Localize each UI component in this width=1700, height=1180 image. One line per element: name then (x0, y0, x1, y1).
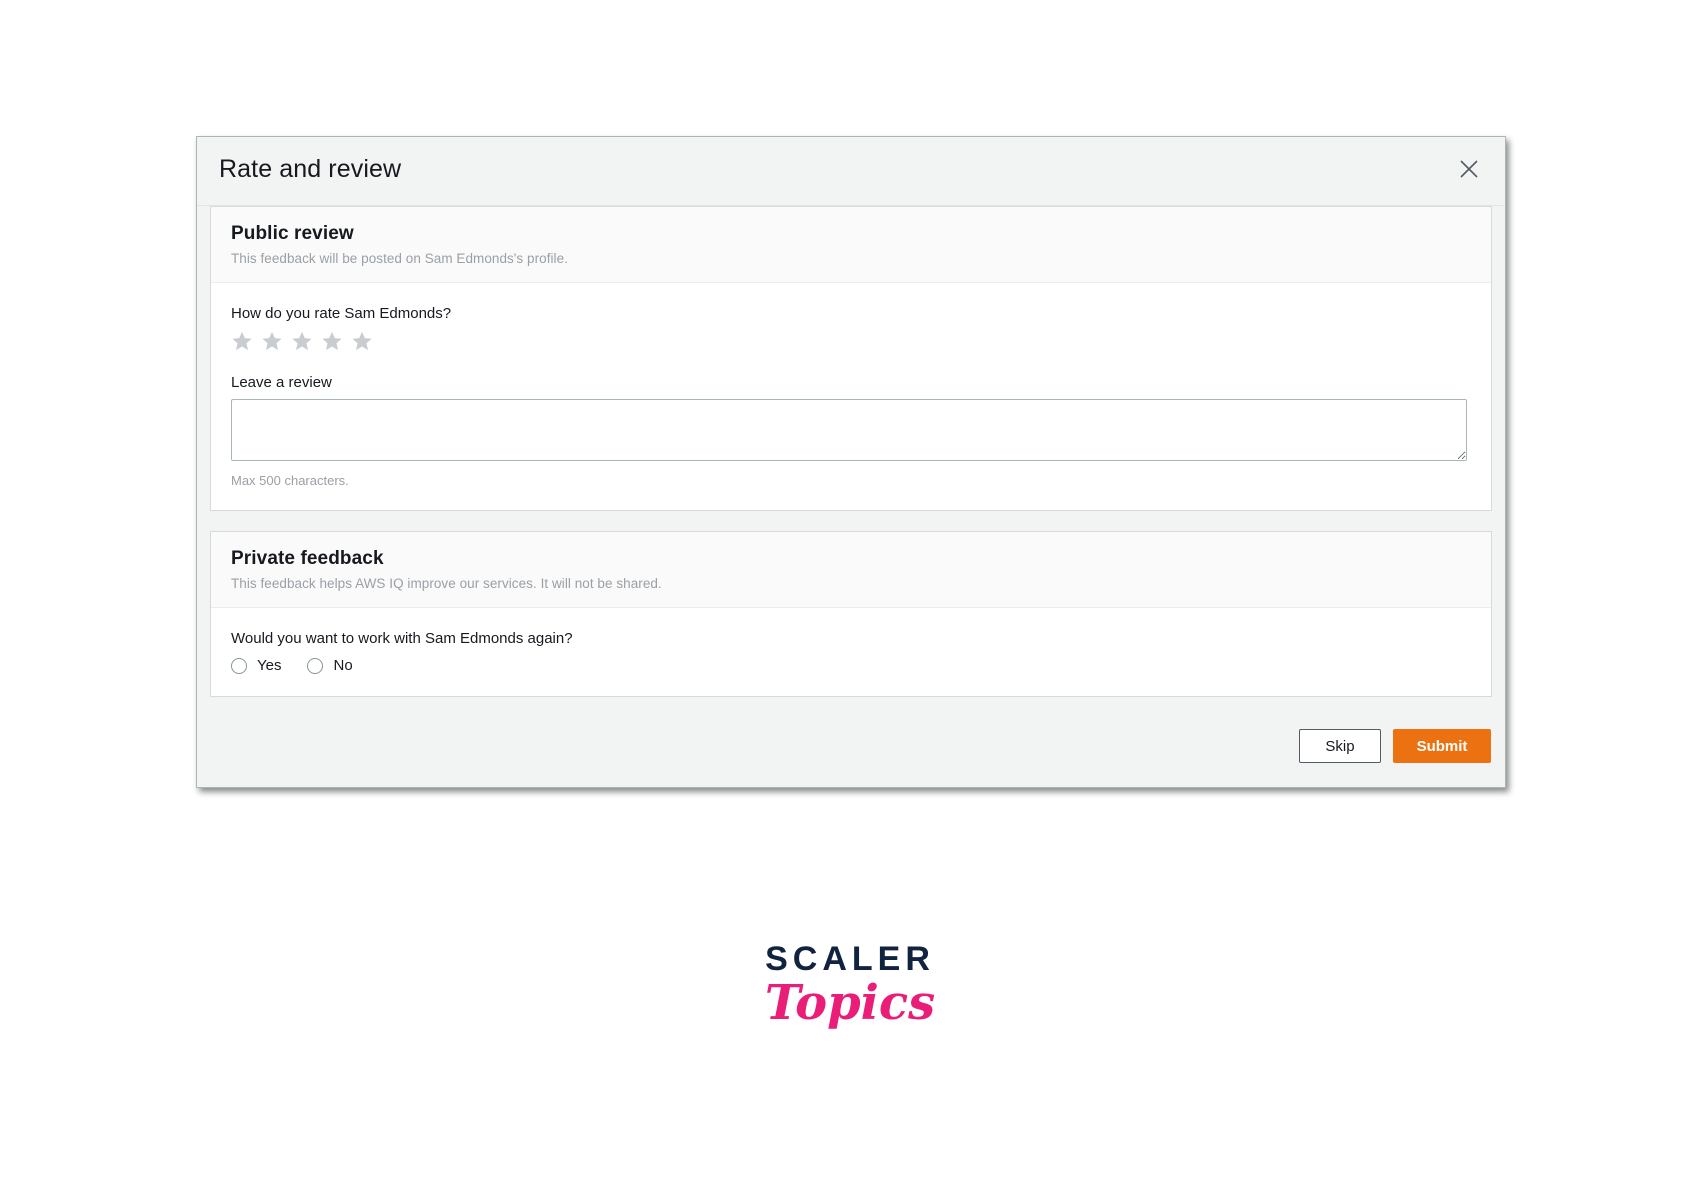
watermark-sub: Topics (764, 975, 936, 1031)
rating-question-label: How do you rate Sam Edmonds? (231, 305, 452, 322)
close-icon-glyph (1458, 158, 1480, 180)
private-feedback-heading: Private feedback (231, 548, 384, 569)
private-feedback-header (211, 532, 1491, 608)
max-characters-hint: Max 500 characters. (231, 473, 349, 488)
star-2[interactable] (261, 330, 283, 352)
private-feedback-body (211, 608, 1491, 696)
watermark (0, 940, 1700, 1031)
star-3[interactable] (291, 330, 313, 352)
radio-no-label[interactable]: No (333, 657, 353, 674)
public-review-subtitle: This feedback will be posted on Sam Edmonds's profile. (231, 251, 568, 266)
watermark-brand: SCALER (765, 940, 935, 978)
private-feedback-subtitle: This feedback helps AWS IQ improve our services. It will not be shared. (231, 576, 662, 591)
private-feedback-card (210, 531, 1492, 697)
public-review-header (211, 207, 1491, 283)
public-review-body (211, 283, 1491, 510)
submit-button[interactable]: Submit (1393, 729, 1491, 763)
star-1[interactable] (231, 330, 253, 352)
close-icon[interactable] (1453, 153, 1485, 185)
work-again-radio-group (231, 657, 1471, 674)
modal-body (197, 206, 1505, 697)
work-again-question-label: Would you want to work with Sam Edmonds again? (231, 630, 573, 647)
radio-yes[interactable] (231, 658, 247, 674)
public-review-heading: Public review (231, 223, 354, 244)
review-textarea[interactable] (231, 399, 1467, 461)
radio-yes-label[interactable]: Yes (257, 657, 282, 674)
page-title: Rate and review (219, 155, 402, 183)
star-4[interactable] (321, 330, 343, 352)
leave-a-review-label: Leave a review (231, 374, 332, 391)
modal-header (197, 137, 1505, 206)
star-5[interactable] (351, 330, 373, 352)
rate-and-review-modal (196, 136, 1506, 788)
public-review-card (210, 206, 1492, 511)
skip-button[interactable]: Skip (1299, 729, 1381, 763)
star-rating[interactable] (231, 330, 1471, 352)
modal-footer (197, 717, 1505, 787)
radio-no[interactable] (307, 658, 323, 674)
